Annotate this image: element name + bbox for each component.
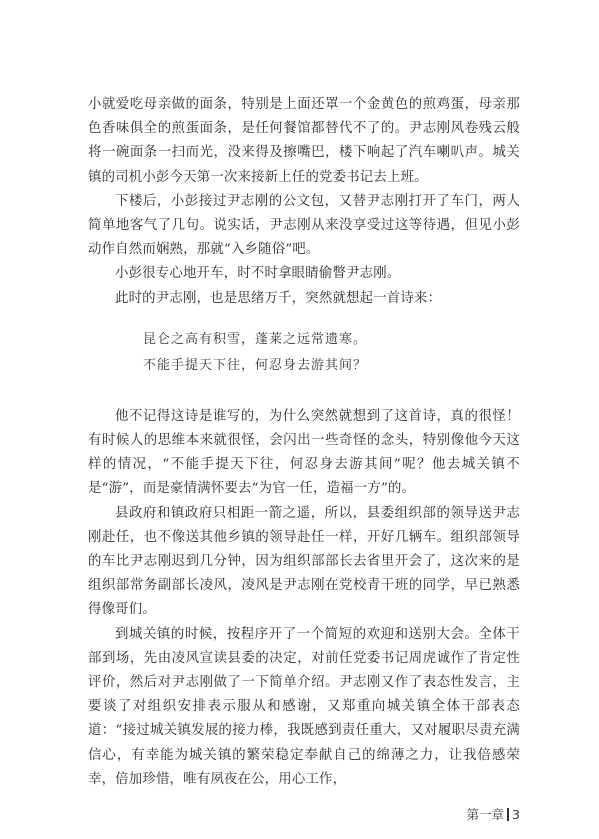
poem-block [88,327,520,379]
poem-line: 不能手提天下往，何忍身去游其间？ [143,357,368,373]
paragraph: 小就爱吃母亲做的面条，特别是上面还罩一个金黄色的煎鸡蛋，母亲那色香味俱全的煎蛋面条，是任何餐馆都替代不了的。尹志刚风卷残云般将一碗面条一扫而光，没来得及擦嘴巴，楼下响起了汽车喇叭声。城关镇的司机小彭今天第一次来接新上任的党委书记去上班。 [88,97,520,185]
poem-line: 昆仑之高有积雪，蓬莱之远常遗寒。 [143,331,368,347]
footer-divider [507,808,509,821]
chapter-label: 第一章 [466,807,505,822]
paragraph: 此时的尹志刚，也是思绪万千，突然就想起一首诗来： [115,290,442,306]
paragraph: 县政府和镇政府只相距一箭之遥，所以，县委组织部的领导送尹志刚赴任，也不像送其他乡镇的领导赴任一样，开好几辆车。组织部领导的车比尹志刚迟到几分钟，因为组织部部长去省里开会了，这次来的是组织部常务副部长凌风，凌风是尹志刚在党校青干班的同学，早已熟悉得像哥们。 [88,505,520,618]
body-text [88,93,520,792]
page-number: 3 [512,807,520,822]
page-footer [467,805,520,823]
paragraph-group-bottom [88,405,520,792]
paragraph-group-top [88,93,520,311]
paragraph: 到城关镇的时候，按程序开了一个简短的欢迎和送别大会。全体干部到场，先由凌风宣读县委的决定，对前任党委书记周虎诚作了肯定性评价，然后对尹志刚做了一下简单介绍。尹志刚又作了表态性发言，主要谈了对组织安排表示服从和感谢，又郑重向城关镇全体干部表态道：“接过城关镇发展的接力棒，我既感到责任重大，又对履职尽责充满信心，有幸能为城关镇的繁荣稳定奉献自己的绵薄之力，让我倍感荣幸，倍加珍惜，唯有夙夜在公，用心工作， [88,626,520,787]
paragraph: 小彭很专心地开车，时不时拿眼睛偷瞥尹志刚。 [115,266,401,282]
paragraph: 下楼后，小彭接过尹志刚的公文包，又替尹志刚打开了车门，两人简单地客气了几句。说实话，尹志刚从来没享受过这等待遇，但见小彭动作自然而娴熟，那就“入乡随俗”吧。 [88,193,520,258]
paragraph: 他不记得这诗是谁写的，为什么突然就想到了这首诗，真的很怪！有时候人的思维本来就很怪，会闪出一些奇怪的念头，特别像他今天这样的情况，“不能手提天下往，何忍身去游其间”呢？他去城关镇不是“游”，而是豪情满怀要去“为官一任，造福一方”的。 [88,408,520,497]
